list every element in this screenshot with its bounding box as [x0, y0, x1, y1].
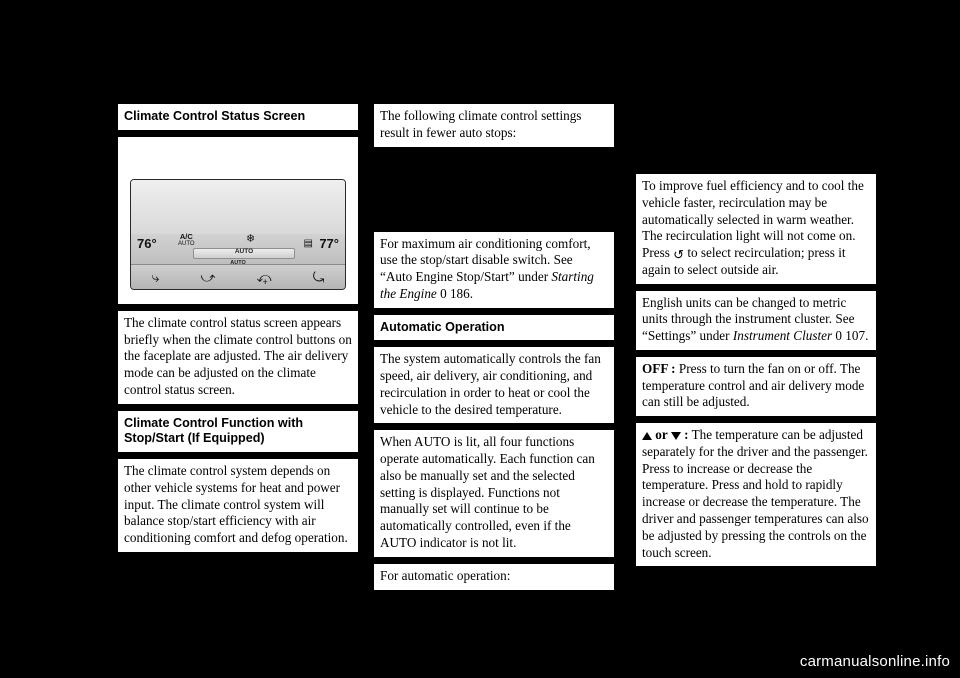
paragraph-max-ac: [374, 232, 614, 308]
temp-label-colon: :: [680, 427, 689, 443]
units-text: [642, 295, 870, 345]
status-screen-text: The climate control status screen appears briefly when the climate control buttons on the faceplate are adjusted. The air delivery mode can be adjusted on the climate control status screen.: [124, 314, 352, 397]
recirculation-text-lead: To improve fuel efficiency and to cool the vehicle faster, recirculation may be automatically selected in warm weather. The recirculation light will not come on. Press: [642, 178, 864, 261]
status-screen-frame: [130, 179, 346, 290]
heading-climate-control-stop-start: Climate Control Function with Stop/Start (If Equipped): [118, 411, 358, 452]
stop-start-text: The climate control system depends on other vehicle systems for heat and power input. The climate control system will balance stop/start efficiency with air conditioning comfort and defog operation.: [124, 463, 348, 546]
air-delivery-mode-row: [131, 272, 345, 286]
max-ac-text-lead: For maximum air conditioning comfort, use the stop/start disable switch. See “Auto Engine Stop/Start” under: [380, 235, 591, 285]
vent-face-feet-icon: ⤻: [200, 270, 216, 286]
recirculation-text: [642, 178, 870, 279]
paragraph-off-control: [636, 357, 876, 416]
passenger-temperature-value: 77°: [319, 235, 339, 251]
recirculation-icon: ↺: [673, 247, 685, 263]
column-left: [118, 104, 358, 559]
ac-button-label: A/C AUTO: [178, 231, 195, 247]
settings-intro-text: The following climate control settings result in fewer auto stops:: [380, 108, 582, 140]
column-gap: [374, 154, 614, 232]
paragraph-units: [636, 291, 876, 350]
rear-defrost-icon: ▤: [303, 237, 313, 249]
auto-3-text: For automatic operation:: [380, 567, 511, 583]
units-page-ref: 0 107.: [832, 328, 869, 344]
column-middle: [374, 104, 614, 597]
paragraph-status-screen: [118, 311, 358, 404]
heading-climate-control-status-screen: Climate Control Status Screen: [118, 104, 358, 130]
driver-temperature-value: 76°: [137, 235, 157, 251]
off-control-text: [642, 361, 870, 411]
paragraph-auto-2: [374, 430, 614, 556]
temperature-control-text: [642, 427, 870, 561]
temperature-description: The temperature can be adjusted separately for the driver and the passenger. Press to increase or decrease the temperature. Press and hold to rapidly increase or decrease the temperature. The driver and passenger temperatures can also be adjusted by pressing the controls on the touch screen.: [642, 427, 869, 560]
max-ac-text: [380, 236, 608, 303]
ac-auto-sublabel: AUTO: [178, 240, 195, 247]
fan-icon: ❄: [246, 232, 256, 245]
off-description: Press to turn the fan on or off. The temperature control and air delivery mode can still be adjusted.: [642, 360, 865, 410]
paragraph-temperature-control: [636, 423, 876, 566]
auto-2-text: When AUTO is lit, all four functions operate automatically. Each function can also be manually set and the selected setting is displayed. Functions not manually set will continue to be automatically controlled, even if the AUTO indicator is not lit.: [380, 434, 595, 550]
climate-control-status-screen-figure: [118, 137, 358, 304]
heading-automatic-operation: Automatic Operation: [374, 315, 614, 341]
paragraph-auto-3: [374, 564, 614, 590]
paragraph-auto-1: [374, 347, 614, 423]
watermark: carmanualsonline.info: [799, 653, 950, 670]
units-italic-ref: Instrument Cluster: [732, 328, 833, 344]
recirculation-text-cont: to select recirculation; press it again to select outside air.: [642, 245, 846, 277]
vent-face-icon: ⤷: [151, 270, 160, 286]
up-triangle-icon: [642, 432, 652, 440]
down-triangle-icon: [671, 432, 681, 440]
auto-1-text: The system automatically controls the fan speed, air delivery, air conditioning, and recirculation in order to heat or cool the vehicle to the desired temperature.: [380, 351, 601, 417]
auto-fan-bar: [193, 248, 295, 259]
temp-label-or: or: [652, 427, 671, 443]
status-screen-upper-area: [131, 180, 345, 235]
paragraph-stop-start: [118, 459, 358, 552]
off-label: OFF :: [642, 360, 676, 376]
figure-canvas: [124, 143, 352, 298]
auto-bar-label: AUTO: [234, 247, 254, 255]
max-ac-italic-ref: Starting the Engine: [380, 269, 594, 301]
column-right: [636, 174, 876, 573]
windshield-defrost-icon: ⤿: [312, 270, 325, 286]
paragraph-recirculation: [636, 174, 876, 284]
vent-feet-icon: ⤽: [256, 270, 272, 286]
paragraph-settings-intro: [374, 104, 614, 147]
auto-mode-label: AUTO: [230, 259, 246, 266]
units-text-lead: English units can be changed to metric units through the instrument cluster. See “Settings” under: [642, 294, 855, 344]
max-ac-page-ref: 0 186.: [436, 285, 474, 301]
